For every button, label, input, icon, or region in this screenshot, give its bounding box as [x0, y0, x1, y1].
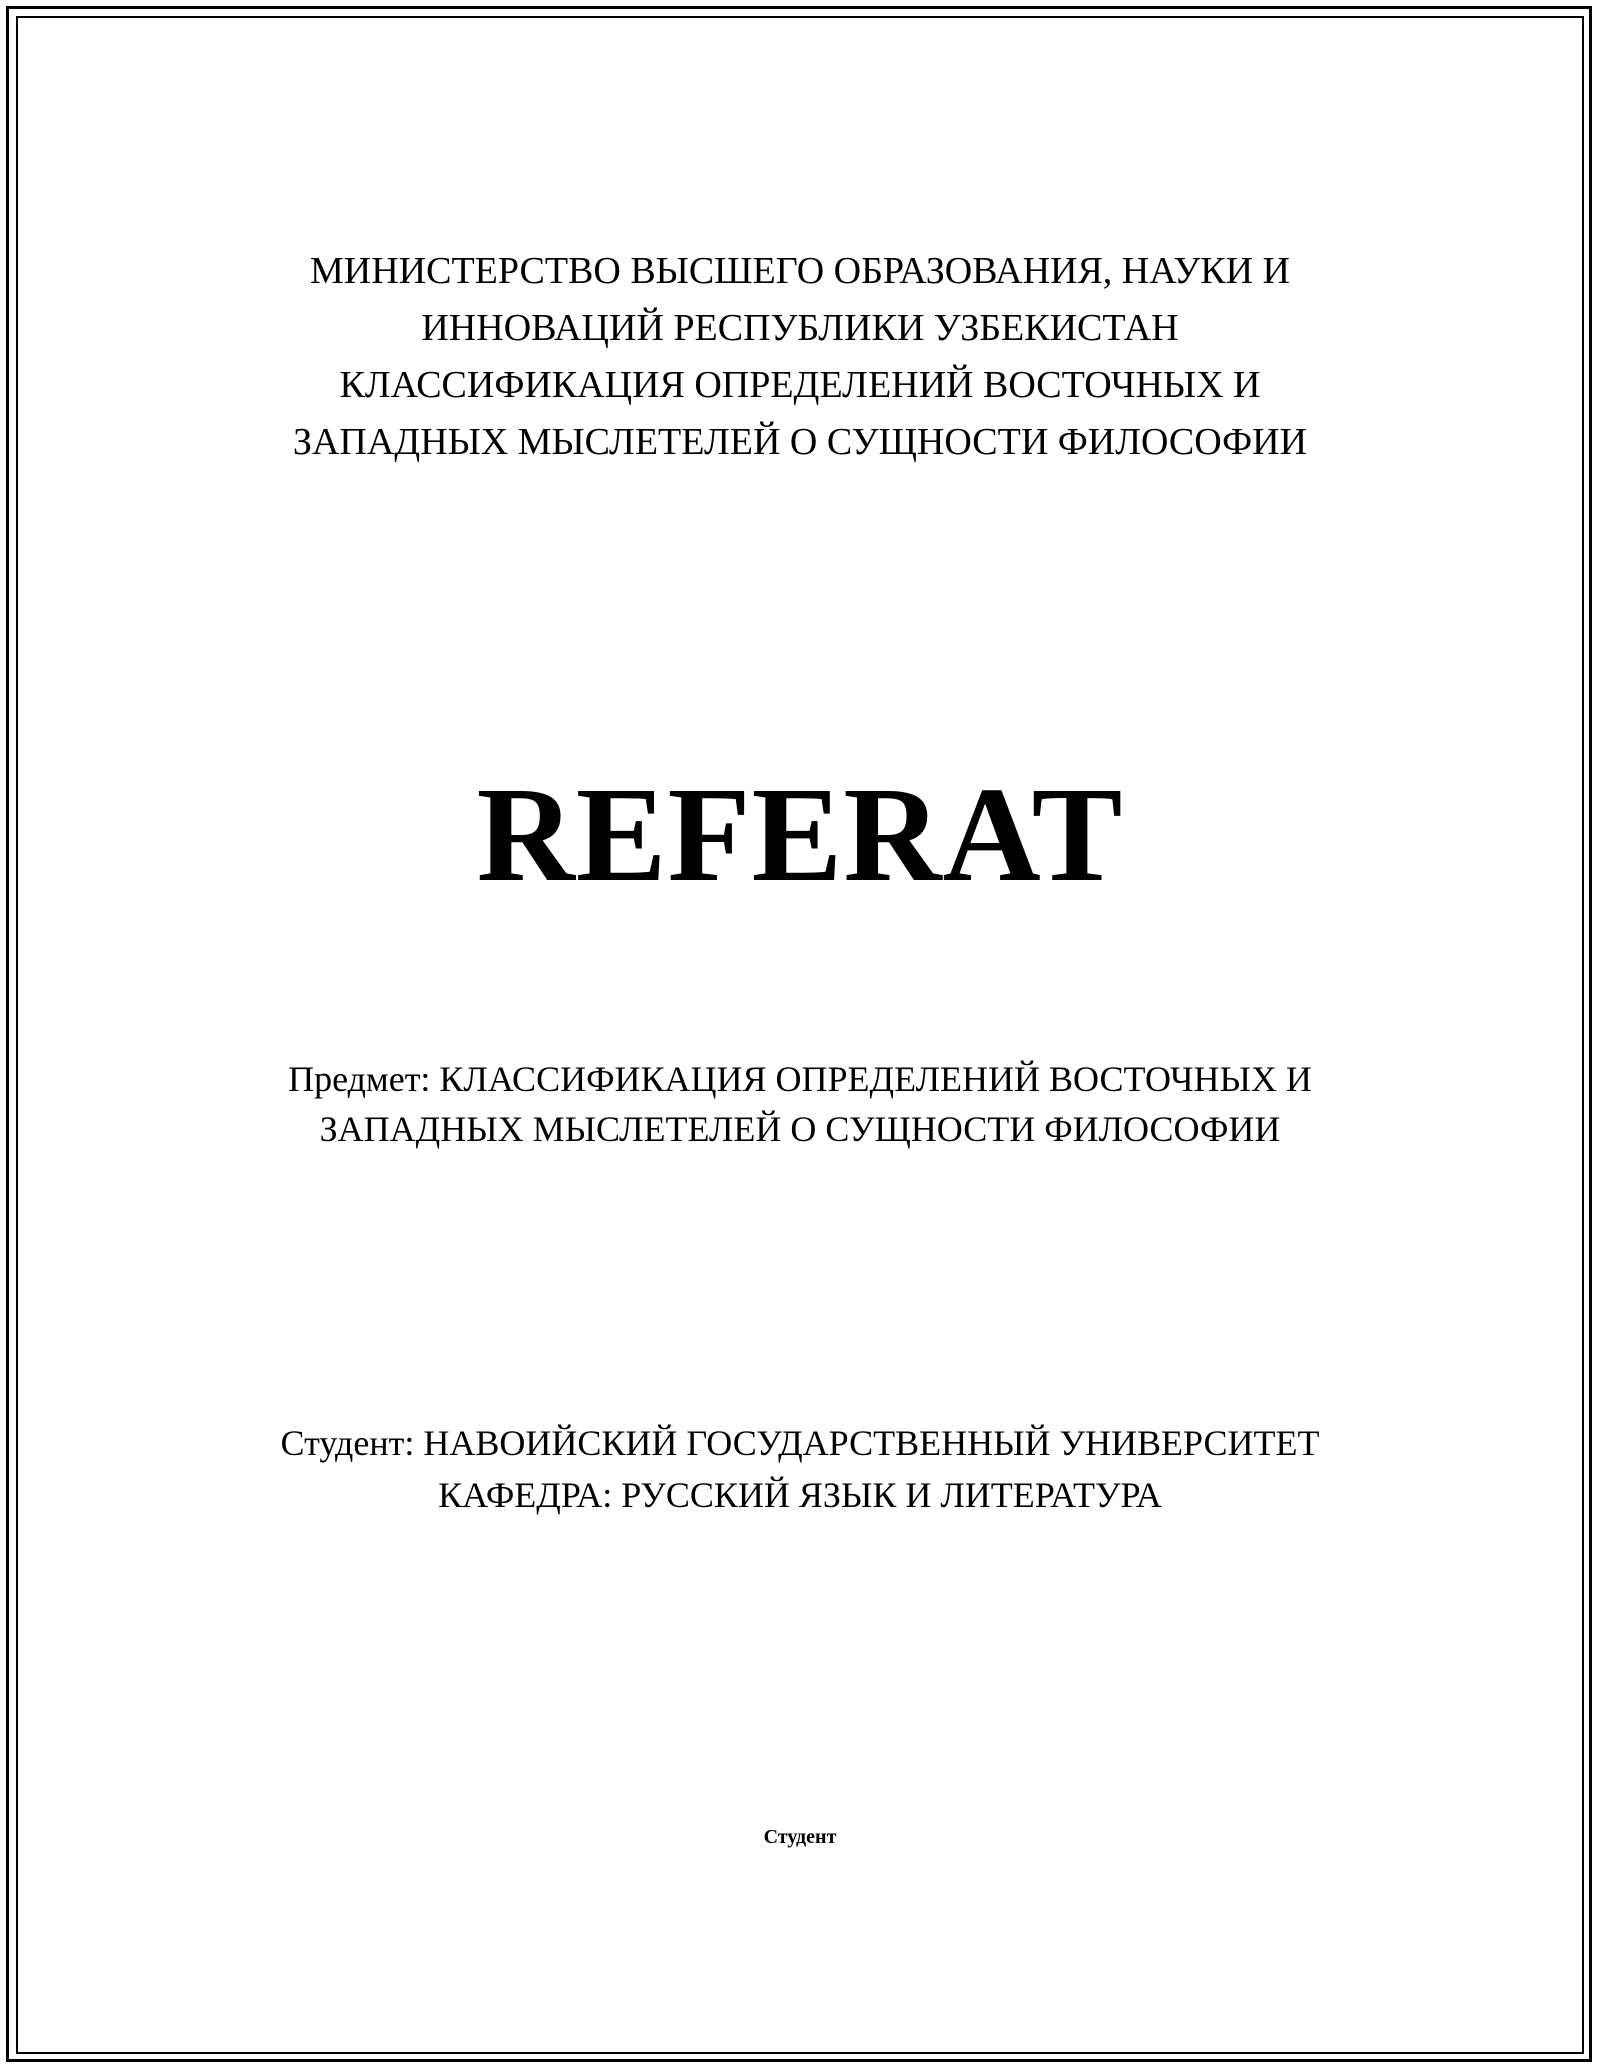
subject-line: ЗАПАДНЫХ МЫСЛЕТЕЛЕЙ О СУЩНОСТИ ФИЛОСОФИИ — [319, 1109, 1281, 1149]
header-line: ЗАПАДНЫХ МЫСЛЕТЕЛЕЙ О СУЩНОСТИ ФИЛОСОФИИ — [292, 421, 1308, 463]
document-title: REFERAT — [476, 760, 1124, 910]
student-info-block — [0, 1417, 1600, 1521]
subject-block — [0, 1054, 1600, 1154]
subject-line: Предмет: КЛАССИФИКАЦИЯ ОПРЕДЕЛЕНИЙ ВОСТОЧНЫХ И — [288, 1059, 1312, 1099]
header-line: КЛАССИФИКАЦИЯ ОПРЕДЕЛЕНИЙ ВОСТОЧНЫХ И — [339, 364, 1261, 406]
department-line: КАФЕДРА: РУССКИЙ ЯЗЫК И ЛИТЕРАТУРА — [438, 1475, 1162, 1515]
header-line: МИНИСТЕРСТВО ВЫСШЕГО ОБРАЗОВАНИЯ, НАУКИ И — [310, 250, 1290, 292]
footer-student-label: Студент — [763, 1826, 837, 1848]
header-line: ИННОВАЦИЙ РЕСПУБЛИКИ УЗБЕКИСТАН — [421, 307, 1179, 349]
student-line: Студент: НАВОИЙСКИЙ ГОСУДАРСТВЕННЫЙ УНИВЕРСИТЕТ — [280, 1423, 1320, 1463]
ministry-header — [0, 243, 1600, 471]
